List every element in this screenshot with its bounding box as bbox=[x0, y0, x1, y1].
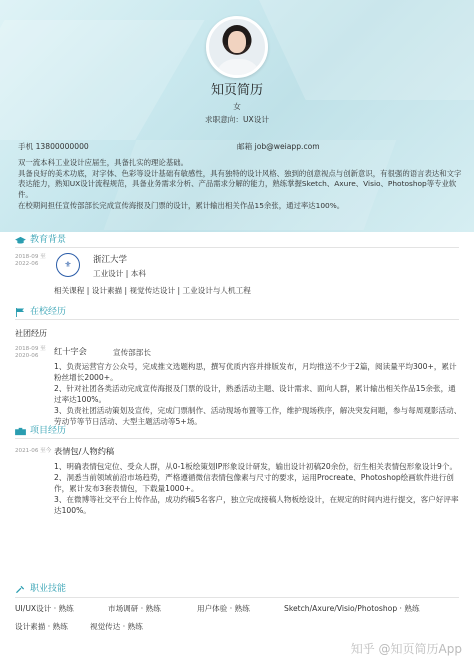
tools-icon bbox=[15, 585, 26, 594]
skill-level: 熟练 bbox=[234, 604, 250, 613]
divider bbox=[15, 597, 459, 598]
graduation-cap-icon bbox=[15, 236, 26, 245]
list-item: 3、负责社团活动策划及宣传，完成门票制作、活动现场布置等工作，维护现场秩序，解决突发问题，参与每周观影活动、劳动节等节日活动、大型主题活动等5+场。 bbox=[54, 406, 462, 426]
skill-level: 熟练 bbox=[58, 604, 74, 613]
section-label: 在校经历 bbox=[30, 307, 67, 317]
list-item: 1、明确表情包定位、受众人群，从0-1板绘策划IP形象设计研发，输出设计初稿20余份，衍生相关表情包形象设计9个。 bbox=[54, 462, 458, 471]
section-label: 教育背景 bbox=[30, 235, 67, 245]
avatar bbox=[206, 16, 268, 78]
skill-name: 视觉传达 bbox=[90, 622, 121, 631]
project-name: 表情包/人物约稿 bbox=[54, 446, 115, 456]
section-label: 职业技能 bbox=[30, 584, 67, 594]
campus-subtitle: 社团经历 bbox=[15, 329, 47, 338]
candidate-name: 知页简历 bbox=[210, 83, 263, 98]
list-item: 1、负责运营官方公众号，完成推文选题构思，撰写优质内容并排版发布，月均推送不少于2篇，阅读量平均300+，累计粉丝增长2000+。 bbox=[54, 362, 457, 382]
summary-line: 在校期间担任宣传部部长完成宣传海报及门票的设计，累计输出相关作品15余张，通过率达100%。 bbox=[18, 200, 345, 210]
list-item: 3、在微博等社交平台上传作品，成功约稿5名客户，独立完成接稿人物板绘设计，在规定的时间内进行提交，客户好评率达100%。 bbox=[54, 495, 459, 515]
section-title-campus bbox=[15, 306, 66, 319]
skill-item: UI/UX设计 · 熟练 bbox=[15, 604, 74, 613]
campus-items bbox=[54, 361, 462, 427]
email: 邮箱 job@weiapp.com bbox=[237, 142, 320, 151]
role: 宣传部部长 bbox=[113, 348, 151, 357]
divider bbox=[15, 247, 459, 248]
education-date: 2018-09 至 2022-06 bbox=[15, 254, 46, 267]
skill-item: 市场调研 · 熟练 bbox=[108, 604, 161, 613]
watermark: 知乎 @知页简历App bbox=[350, 642, 462, 656]
campus-date: 2018-09 至 2020-06 bbox=[15, 346, 46, 359]
summary-line: 双一流本科工业设计应届生，具备扎实的理论基础。 bbox=[18, 158, 188, 167]
list-item: 2、洞悉当前领域前沿市场趋势，严格遵循微信表情包像素与尺寸的要求，运用Procreate、Photoshop绘画软件进行创作，累计发布3套表情包，下载量1000+。 bbox=[54, 473, 454, 493]
section-title-education bbox=[15, 234, 66, 247]
divider bbox=[15, 319, 459, 320]
self-summary bbox=[18, 158, 463, 212]
skill-name: Sketch/Axure/Visio/Photoshop bbox=[284, 604, 398, 613]
list-item: 2、针对社团各类活动完成宣传海报及门票的设计，熟悉活动主题、设计需求、面向人群，累计输出相关作品15余张，通过率达100%。 bbox=[54, 384, 456, 404]
skill-item: 视觉传达 · 熟练 bbox=[90, 622, 143, 631]
flag-icon bbox=[15, 308, 26, 317]
skill-level: 熟练 bbox=[52, 622, 68, 631]
project-date: 2021-06 至今 bbox=[15, 448, 52, 454]
school-name: 浙江大学 bbox=[93, 255, 128, 265]
candidate-gender: 女 bbox=[233, 102, 241, 111]
briefcase-icon bbox=[15, 427, 26, 436]
skill-level: 熟练 bbox=[404, 604, 420, 613]
degree: 工业设计 | 本科 bbox=[93, 269, 146, 278]
project-items bbox=[54, 461, 462, 516]
skill-name: UI/UX设计 bbox=[15, 604, 52, 613]
section-title-project bbox=[15, 425, 66, 438]
section-title-skills bbox=[15, 583, 66, 596]
courses: 相关课程 | 设计素描 | 视觉传达设计 | 工业设计与人机工程 bbox=[54, 286, 251, 295]
section-label: 项目经历 bbox=[30, 426, 67, 436]
school-logo-icon: ⚜ bbox=[56, 253, 80, 277]
skill-name: 市场调研 bbox=[108, 604, 139, 613]
divider bbox=[15, 438, 459, 439]
job-intent: 求职意向：UX设计 bbox=[205, 115, 269, 124]
skill-name: 设计素描 bbox=[15, 622, 46, 631]
skill-level: 熟练 bbox=[127, 622, 143, 631]
organization: 红十字会 bbox=[54, 346, 87, 356]
phone: 手机 13800000000 bbox=[18, 142, 89, 151]
skill-item: 设计素描 · 熟练 bbox=[15, 622, 68, 631]
skill-name: 用户体验 bbox=[197, 604, 228, 613]
skill-item: 用户体验 · 熟练 bbox=[197, 604, 250, 613]
skill-item: Sketch/Axure/Visio/Photoshop · 熟练 bbox=[284, 604, 420, 613]
skill-level: 熟练 bbox=[145, 604, 161, 613]
summary-line: 具备良好的美术功底，对字体、色彩等设计基础有敏感性，具有独特的设计风格、独到的创意视点与创新意识，有很强的语言表达和文字表达能力，熟知UX设计流程规范，具备业务需求分析、产品需求分解的能力，熟练掌握Sketch、Axure、Visio、Photoshop等专业软件。 bbox=[18, 168, 462, 200]
